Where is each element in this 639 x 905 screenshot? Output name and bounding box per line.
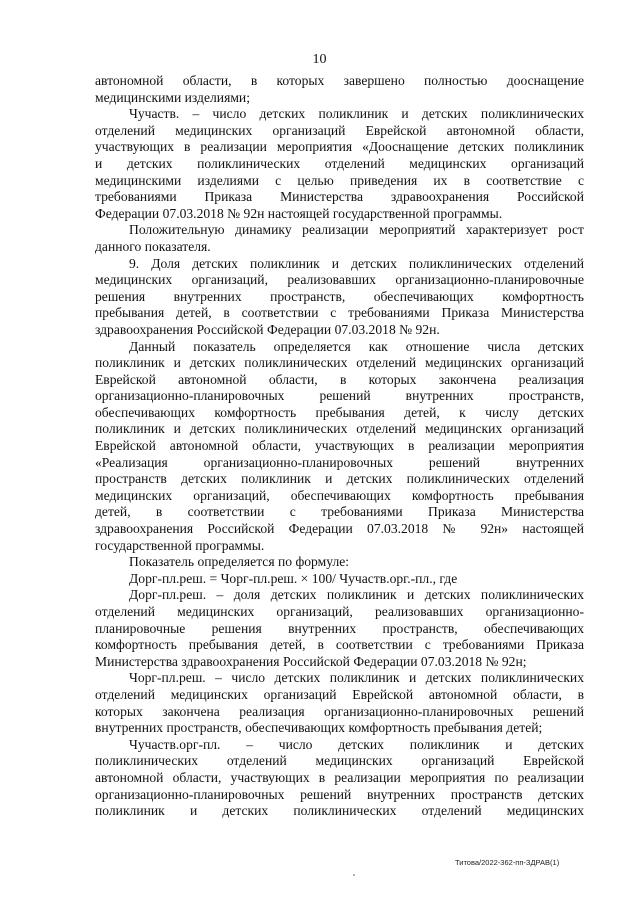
text-line: поликлиник и детских поликлинических отделений медицинских [95,803,584,819]
text-line: обеспечивающих комфортность пребывания детей, к числу детских [95,404,584,420]
text-line: государственной программы. [95,537,265,553]
text-line: Еврейской автономной области, участвующих в реализации мероприятия [95,438,584,454]
text-line: медицинских организаций, реализовавших организационно-планировочные [95,272,584,288]
text-line: организационно-планировочных решений внутренних пространств, [95,388,584,404]
text-line: Чоpг-пл.реш. – число детских поликлиник и детских поликлинических [129,670,584,686]
text-line: отделений медицинских организаций Еврейской автономной области, [95,122,584,138]
text-line: «Реализация организационно-планировочных решений внутренних [95,454,584,470]
text-line: решения внутренних пространств, обеспечивающих комфортность [95,288,584,304]
footer-stamp: Титова/2022-362-пп-ЗДРАВ(1) [455,858,560,867]
text-line: организационно-планировочных решений внутренних пространств детских [95,786,584,802]
text-line: комфортность пребывания детей, в соответствии с требованиями Приказа [95,637,584,653]
text-line: и детских поликлинических отделений медицинских организаций [95,155,584,171]
text-line: Федерации 07.03.2018 № 92н настоящей государственной программы. [95,205,503,221]
scan-speck [353,874,355,876]
text-line: медицинскими изделиями с целью приведения их в соответствие с [95,172,584,188]
text-line: Еврейской автономной области, в которых закончена реализация [95,371,584,387]
text-line: Положительную динамику реализации мероприятий характеризует рост [129,222,584,238]
text-line: внутренних пространств, обеспечивающих комфортность пребывания детей; [95,720,543,736]
text-line: медицинскими изделиями; [95,89,250,105]
text-line: Доpг-пл.реш. = Чоpг-пл.реш. × 100/ Чучаств.орг.-пл., где [129,570,458,586]
document-body [95,73,584,820]
text-line: здравоохранения Российской Федерации 07.03.2018 № 92н» настоящей [95,521,584,537]
text-line: поликлиник и детских поликлинических отделений медицинских организаций [95,355,584,371]
text-line: медицинских организаций, обеспечивающих комфортность пребывания [95,487,584,503]
text-line: пространств детских поликлиник и детских поликлинических отделений [95,471,584,487]
text-line: которых закончена реализация организационно-планировочных решений [95,703,584,719]
page-number: 10 [312,52,327,67]
text-line: данного показателя. [95,238,211,254]
text-line: пребывания детей, в соответствии с требованиями Приказа Министерства [95,305,584,321]
text-line: автономной области, участвующих в реализации мероприятия по реализации [95,769,584,785]
text-line: отделений медицинских организаций Еврейской автономной области, в [95,686,584,702]
text-line: Показатель определяется по формуле: [129,554,350,570]
text-line: требованиями Приказа Министерства здравоохранения Российской [95,189,584,205]
text-line: здравоохранения Российской Федерации 07.03.2018 № 92н. [95,321,440,337]
text-line: Чучаств.орг-пл. – число детских поликлиник и детских [129,736,584,752]
text-line: Доpг-пл.реш. – доля детских поликлиник и детских поликлинических [129,587,584,603]
text-line: 9. Доля детских поликлиник и детских поликлинических отделений [129,255,584,271]
text-line: детей, в соответствии с требованиями Приказа Министерства [95,504,584,520]
text-line: Чучаств. – число детских поликлиник и детских поликлинических [129,106,584,122]
text-line: автономной области, в которых завершено полностью дооснащение [95,73,584,88]
text-line: поликлиник и детских поликлинических отделений медицинских организаций [95,421,584,437]
text-line: участвующих в реализации мероприятия «Дооснащение детских поликлиник [95,139,584,155]
text-line: поликлинических отделений медицинских организаций Еврейской [95,753,584,769]
text-line: Данный показатель определяется как отношение числа детских [129,338,584,354]
text-line: планировочные решения внутренних пространств, обеспечивающих [95,620,584,636]
text-line: Министерства здравоохранения Российской Федерации 07.03.2018 № 92н; [95,653,527,669]
text-line: отделений медицинских организаций, реализовавших организационно- [95,604,584,619]
